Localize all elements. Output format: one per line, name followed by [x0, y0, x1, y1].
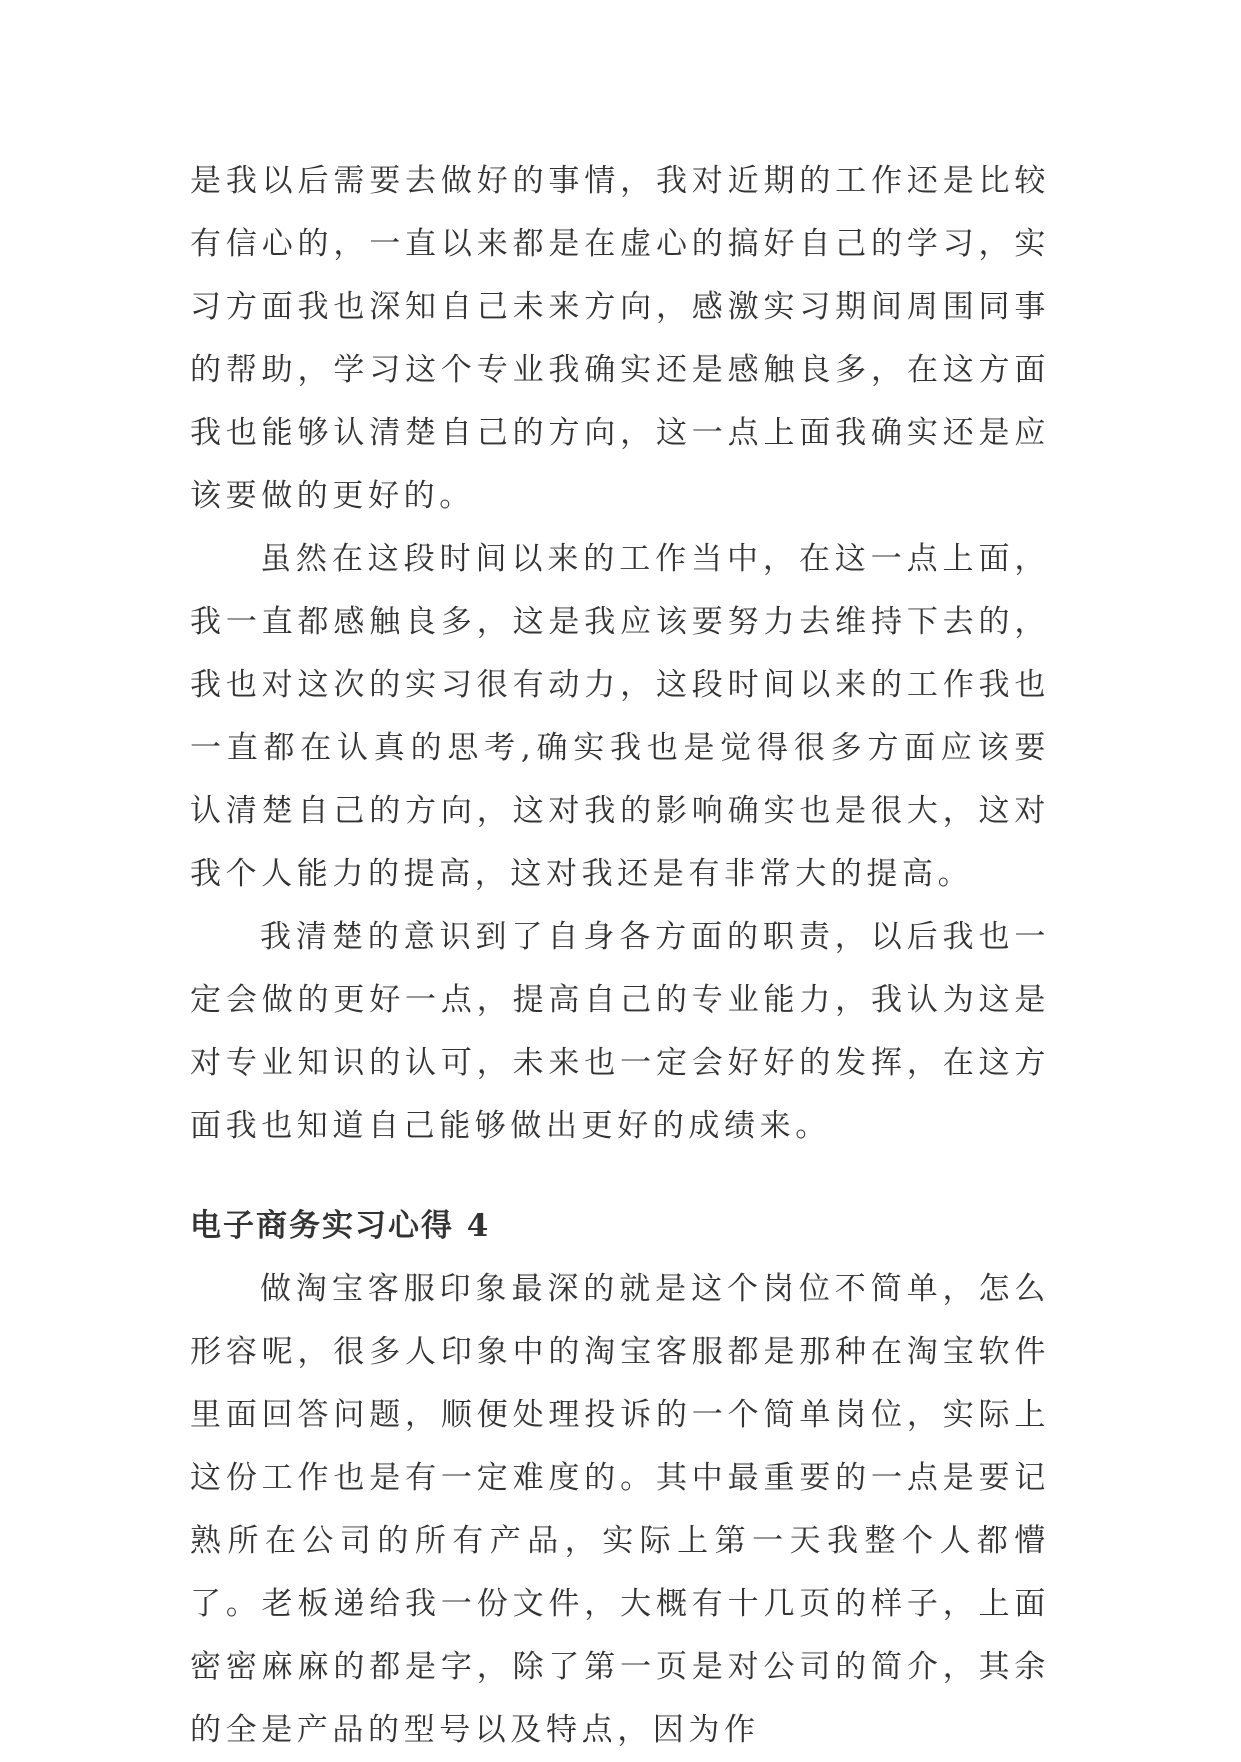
text-line: 识的认可，未来也一定会好好的发挥，在这方面我也知道自 [190, 1045, 1050, 1144]
text-line: 是对公司的简介，其余的全是产品的型号以及特点，因为作 [190, 1649, 1051, 1748]
text-line: 己能够做出更好的成绩来。 [403, 1108, 831, 1144]
text-line: 大概有十几页的样子，上面密密麻麻的都是字，除了第一页 [190, 1586, 1050, 1685]
text-line: 的思考,确实我也是觉得很多方面应该要认清楚自己的方向， [190, 730, 1050, 829]
text-line: 我还是有非常大的提高。 [581, 856, 974, 892]
text-line: 我清楚的意识到了自身各方面的职责，以后我也一定会 [190, 919, 1050, 1018]
text-line: 做的更好一点，提高自己的专业能力，我认为这是对专业知 [190, 982, 1050, 1081]
text-line: 有一定难度的。其中最重要的一点是要记熟所在公司的所有 [190, 1460, 1050, 1559]
paragraph-3 [190, 906, 1050, 1158]
text-line: 这个专业我确实还是感触良多，在这方面我也能够认清楚自 [190, 352, 1050, 451]
section-title: 电子商务实习心得 4 [190, 1208, 491, 1244]
text-line: 这对我的影响确实也是很大，这对我个人能力的提高，这对 [190, 793, 1050, 892]
text-line: 直都感触良多，这是我应该要努力去维持下去的，我也对这 [190, 604, 1050, 703]
paragraph-1 [190, 150, 1050, 528]
paragraph-2 [190, 528, 1050, 906]
text-line: 心的，一直以来都是在虚心的搞好自己的学习，实习方面我 [190, 226, 1050, 325]
text-line: 也深知自己未来方向，感激实习期间周围同事的帮助，学习 [190, 289, 1050, 388]
text-line: 是我以后需要去做好的事情，我对近期的工作还是比较有信 [190, 163, 1050, 262]
text-line: 做淘宝客服印象最深的就是这个岗位不简单，怎么形容 [190, 1271, 1050, 1370]
text-line: 虽然在这段时间以来的工作当中，在这一点上面，我一 [190, 541, 1050, 640]
text-line: 次的实习很有动力，这段时间以来的工作我也一直都在认真 [190, 667, 1050, 766]
text-line: 问题，顺便处理投诉的一个简单岗位，实际上这份工作也是 [190, 1397, 1050, 1496]
text-line: 己的方向，这一点上面我确实还是应该要做的更好的。 [190, 415, 1050, 514]
text-line: 产品，实际上第一天我整个人都懵了。老板递给我一份文件， [190, 1523, 1050, 1622]
text-line: 呢，很多人印象中的淘宝客服都是那种在淘宝软件里面回答 [190, 1334, 1050, 1433]
document-body [190, 150, 1050, 1762]
section-paragraph-1 [190, 1258, 1050, 1762]
